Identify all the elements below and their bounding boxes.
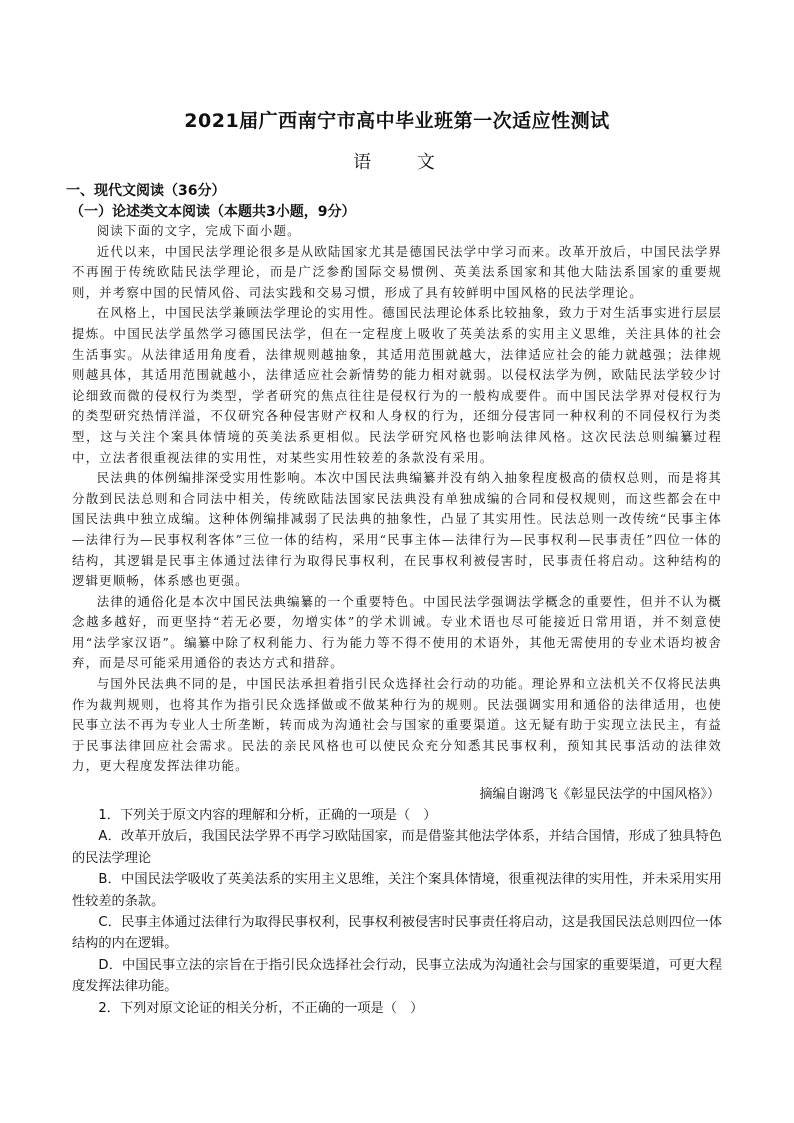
passage-paragraph: 近代以来，中国民法学理论很多是从欧陆国家尤其是德国民法学中学习而来。改革开放后，中国民法学界不再囿于传统欧陆民法学理论，而是广泛参酌国际交易惯例、英美法系国家和其他大陆法系国家的重要规则，并考察中国的民情风俗、司法实践和交易习惯，形成了具有较鲜明中国风格的民法学理论。 — [72, 243, 722, 300]
answer-option: B．中国民法学吸收了英美法系的实用主义思维，关注个案具体情境，很重视法律的实用性，并未采用实用性较差的条款。 — [72, 872, 722, 909]
exam-title: 2021届广西南宁市高中毕业班第一次适应性测试 — [184, 110, 610, 132]
answer-option: C．民事主体通过法律行为取得民事权利，民事权利被侵害时民事责任将启动，这是我国民法总则四位一体结构的内在逻辑。 — [72, 915, 722, 952]
question-stem: 1．下列关于原文内容的理解和分析，正确的一项是（ ） — [98, 808, 437, 823]
passage-instruction: 阅读下面的文字，完成下面小题。 — [96, 223, 301, 238]
answer-option: D．中国民事立法的宗旨在于指引民众选择社会行动，民事立法成为沟通社会与国家的重要渠道，可更大程度发挥法律功能。 — [72, 957, 722, 995]
passage-source: 摘编自谢鸿飞《彰显民法学的中国风格》） — [479, 787, 720, 802]
passage-paragraph: 与国外民法典不同的是，中国民法承担着指引民众选择社会行动的功能。理论界和立法机关不仅将民法典作为裁判规则，也将其作为指引民众选择做或不做某种行为的规则。民法强调实用和通俗的法律适用，也使民事立法不再为专业人士所垄断，转而成为沟通社会与国家的重要渠道。这无疑有助于实现立法民主，有益于民事法律回应社会需求。民法的亲民风格也可以使民众充分知悉其民事权利，预知其民事活动的法律效力，更大程度发挥法律功能。 — [72, 676, 722, 774]
reading-passage — [72, 221, 722, 777]
section-heading: 一、现代文阅读（36分） — [66, 183, 226, 199]
question-list — [72, 805, 722, 1019]
subsection-heading: （一）论述类文本阅读（本题共3小题，9分） — [70, 204, 356, 220]
passage-paragraph: 民法典的体例编排深受实用性影响。本次中国民法典编纂并没有纳入抽象程度极高的债权总则，而是将其分散到民法总则和合同法中相关，传统欧陆法国家民法典没有单独成编的合同和侵权规则，而这些都会在中国民法典中独立成编。这种体例编排减弱了民法典的抽象性，凸显了其实用性。民法总则一改传统“民事主体—法律行为—民事权利客体”三位一体的结构，采用“民事主体—法律行为—民事权利—民事责任”四位一体的结构，其逻辑是民事主体通过法律行为取得民事权利，在民事权利被侵害时，民事责任将启动。这种结构的逻辑更顺畅，体系感也更强。 — [72, 470, 722, 589]
passage-paragraph: 在风格上，中国民法学兼顾法学理论的实用性。德国民法理论体系比较抽象，致力于对生活事实进行层层提炼。中国民法学虽然学习德国民法学，但在一定程度上吸收了英美法系的实用主义思维，关注具体的社会生活事实。从法律适用角度看，法律规则越抽象，其适用范围就越大，法律适应社会的能力就越强；法律规则越具体，其适用范围就越小，法律适应社会新情势的能力相对就弱。以侵权法学为例，欧陆民法学较少讨论细致而微的侵权行为类型，学者研究的焦点往往是侵权行为的一般构成要件。而中国民法学界对侵权行为的类型研究热情洋溢，不仅研究各种侵害财产权和人身权的行为，还细分侵害同一种权利的不同侵权行为类型，这与关注个案具体情境的英美法系更相似。民法学研究风格也影响法律风格。这次民法总则编纂过程中，立法者很重视法律的实用性，对某些实用性较差的条款没有采用。 — [72, 305, 722, 465]
answer-option: A．改革开放后，我国民法学界不再学习欧陆国家，而是借鉴其他法学体系，并结合国情，形成了独具特色的民法学理论 — [72, 829, 722, 866]
question-stem: 2．下列对原文论证的相关分析，不正确的一项是（ ） — [98, 1000, 424, 1016]
passage-paragraph: 法律的通俗化是本次中国民法典编纂的一个重要特色。中国民法学强调法学概念的重要性，但并不认为概念越多越好，而更坚持“若无必要，勿增实体”的学术训诫。专业术语也尽可能接近日常用语，并不刻意使用“法学家汉语”。编纂中除了权利能力、行为能力等不得不使用的术语外，其他无需使用的专业术语均被舍弃，而是尽可能采用通俗的表达方式和措辞。 — [72, 593, 722, 671]
subject-title: 语 文 — [353, 152, 455, 173]
